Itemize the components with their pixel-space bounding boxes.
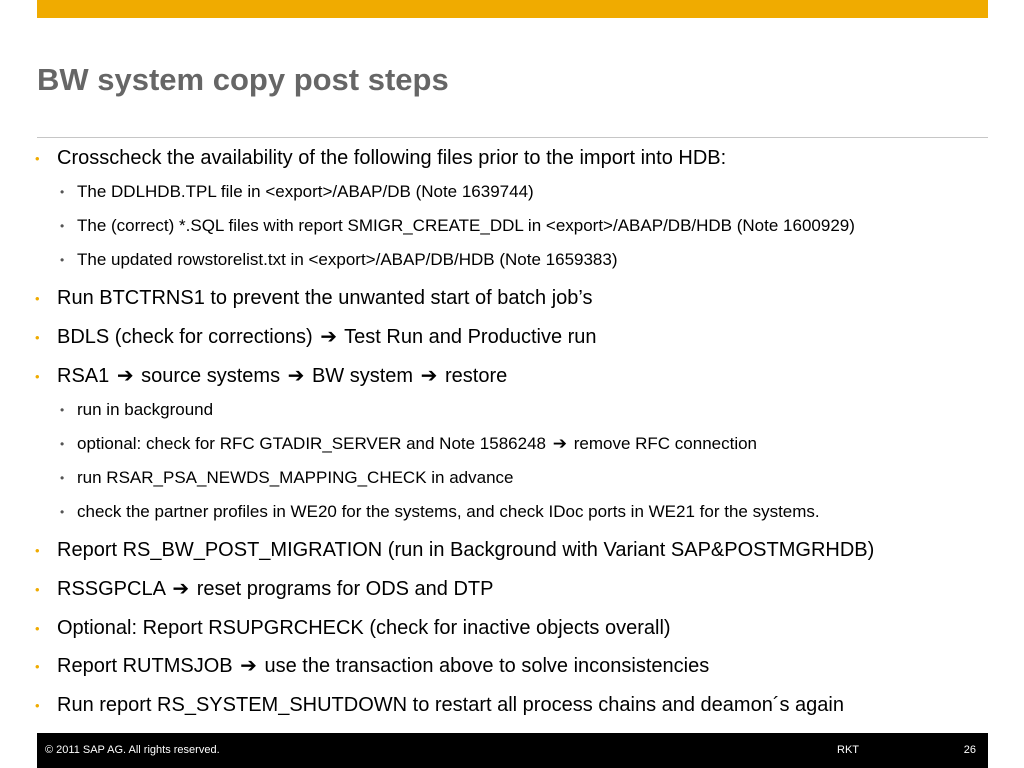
bullet-text: restore (444, 365, 508, 387)
sub-bullet-item (60, 399, 214, 421)
bullet-item (35, 145, 727, 171)
footer-author: RKT (837, 744, 859, 756)
bullet-text: BDLS (check for corrections) (57, 326, 313, 348)
bullet-marker: • (35, 291, 40, 306)
bullet-marker: • (35, 659, 40, 674)
bullet-text: The DDLHDB.TPL file in <export>/ABAP/DB (Note 1639744) (77, 182, 534, 201)
arrow-right-icon: ➔ (287, 365, 305, 387)
bullet-text: use the transaction above to solve inconsistencies (264, 655, 710, 677)
bullet-marker: • (60, 219, 65, 233)
arrow-right-icon: ➔ (240, 655, 257, 677)
bullet-marker: • (60, 403, 65, 417)
bullet-text: source systems (141, 365, 281, 387)
bullet-text: Report RS_BW_POST_MIGRATION (run in Background with Variant SAP&POSTMGRHDB) (57, 539, 875, 561)
bullet-marker: • (60, 437, 65, 451)
footer-page-number: 26 (963, 744, 976, 756)
bullet-marker: • (60, 505, 65, 519)
bullet-text: optional: check for RFC GTADIR_SERVER and Note 1586248 (77, 434, 546, 453)
bullet-item (35, 537, 875, 563)
arrow-right-icon: ➔ (320, 326, 337, 348)
arrow-right-icon: ➔ (420, 365, 438, 387)
bullet-text: BW system (311, 365, 414, 387)
bullet-marker: • (60, 471, 65, 485)
arrow-right-icon: ➔ (172, 578, 190, 600)
bullet-item (35, 576, 494, 602)
footer-bar (37, 733, 988, 768)
bullet-text: Run report RS_SYSTEM_SHUTDOWN to restart all process chains and deamon´s again (57, 694, 844, 716)
footer-copyright: © 2011 SAP AG. All rights reserved. (45, 744, 220, 756)
bullet-text: Optional: Report RSUPGRCHECK (check for inactive objects overall) (57, 617, 671, 639)
bullet-item (35, 363, 508, 389)
slide-title: BW system copy post steps (37, 62, 449, 97)
bullet-text: remove RFC connection (573, 434, 758, 453)
bullet-marker: • (35, 151, 40, 166)
sub-bullet-item (60, 467, 514, 489)
bullet-marker: • (60, 185, 65, 199)
sub-bullet-item (60, 433, 758, 455)
sub-bullet-item (60, 501, 820, 523)
bullet-item (35, 692, 844, 718)
bullet-marker: • (35, 330, 40, 345)
bullet-text: Crosscheck the availability of the following files prior to the import into HDB: (57, 147, 727, 169)
bullet-marker: • (35, 582, 40, 597)
bullet-marker: • (35, 369, 40, 384)
sub-bullet-item (60, 181, 534, 203)
bullet-marker: • (60, 253, 65, 267)
bullet-marker: • (35, 698, 40, 713)
bullet-text: RSSGPCLA (57, 578, 165, 600)
bullet-text: reset programs for ODS and DTP (196, 578, 494, 600)
bullet-text: check the partner profiles in WE20 for the systems, and check IDoc ports in WE21 for the systems. (77, 502, 820, 521)
bullet-text: run in background (77, 400, 214, 419)
bullet-text: RSA1 (57, 365, 110, 387)
arrow-right-icon: ➔ (552, 434, 567, 453)
bullet-item (35, 653, 710, 679)
bullet-marker: • (35, 621, 40, 636)
arrow-right-icon: ➔ (116, 365, 134, 387)
sub-bullet-item (60, 249, 618, 271)
bullet-text: Run BTCTRNS1 to prevent the unwanted start of batch job’s (57, 287, 593, 309)
sub-bullet-item (60, 215, 855, 237)
bullet-marker: • (35, 543, 40, 558)
bullet-item (35, 285, 593, 311)
bullet-text: The (correct) *.SQL files with report SMIGR_CREATE_DDL in <export>/ABAP/DB/HDB (Note 1600929) (77, 216, 855, 235)
bullet-text: Report RUTMSJOB (57, 655, 233, 677)
bullet-item (35, 615, 671, 641)
bullet-text: run RSAR_PSA_NEWDS_MAPPING_CHECK in advance (77, 468, 514, 487)
bullet-text: Test Run and Productive run (344, 326, 597, 348)
bullet-text: The updated rowstorelist.txt in <export>/ABAP/DB/HDB (Note 1659383) (77, 250, 618, 269)
bullet-item (35, 324, 597, 350)
